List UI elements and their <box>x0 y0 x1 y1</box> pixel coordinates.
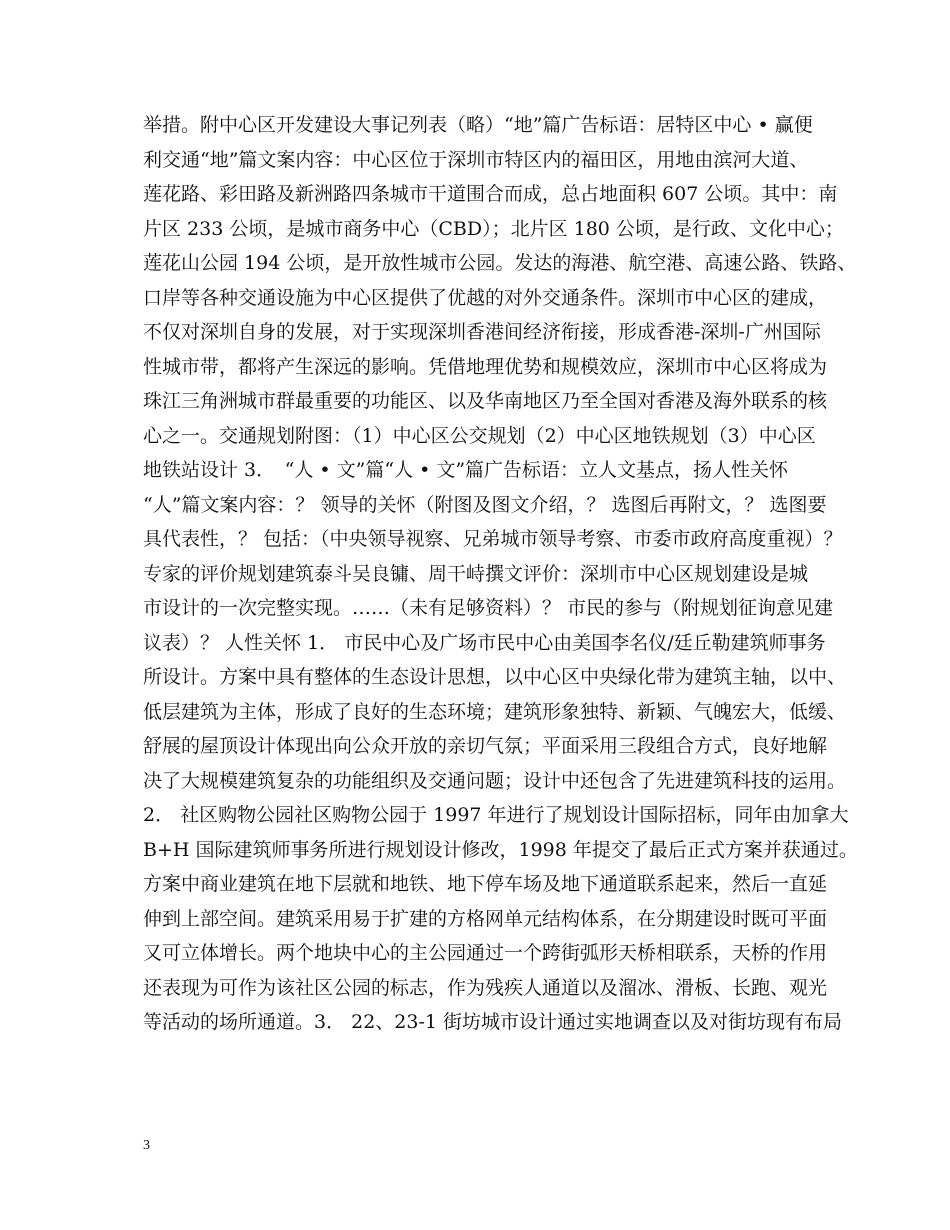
text-line: 片区 233 公顷，是城市商务中心（CBD）；北片区 180 公顷，是行政、文化中心； <box>143 217 844 240</box>
text-line: 口岸等各种交通设施为中心区提供了优越的对外交通条件。深圳市中心区的建成， <box>143 286 828 309</box>
text-line: 又可立体增长。两个地块中心的主公园通过一个跨街弧形天桥相联系，天桥的作用 <box>143 942 828 964</box>
page-number: 3 <box>143 1138 150 1153</box>
text-line: 决了大规模建筑复杂的功能组织及交通问题；设计中还包含了先进建筑科技的运用。 <box>143 769 847 792</box>
text-line: 方案中商业建筑在地下层就和地铁、地下停车场及地下通道联系起来，然后一直延 <box>143 873 828 895</box>
text-line: 等活动的场所通道。3． 22、23-1 街坊城市设计通过实地调查以及对街坊现有布局 <box>143 1011 843 1033</box>
text-line: 所设计。方案中具有整体的生态设计思想，以中心区中央绿化带为建筑主轴，以中、 <box>143 666 847 688</box>
body-text <box>143 108 858 1040</box>
text-line: 伸到上部空间。建筑采用易于扩建的方格网单元结构体系，在分期建设时既可平面 <box>143 907 828 930</box>
text-line: 地铁站设计 3． “人 • 文”篇“人 • 文”篇广告标语：立人文基点，扬人性关怀 <box>143 459 789 481</box>
text-line: 议表）？ 人性关怀 1． 市民中心及广场市民中心由美国李名仪/廷丘勒建筑师事务 <box>143 631 826 654</box>
text-line: 具代表性，？ 包括：（中央领导视察、兄弟城市领导考察、市委市政府高度重视）？ <box>143 528 843 550</box>
text-line: B+H 国际建筑师事务所进行规划设计修改，1998 年提交了最后正式方案并获通过。 <box>143 838 858 861</box>
text-line: 2． 社区购物公园社区购物公园于 1997 年进行了规划设计国际招标，同年由加拿大 <box>143 804 849 826</box>
text-line: 不仅对深圳自身的发展，对于实现深圳香港间经济衔接，形成香港-深圳-广州国际 <box>143 321 821 343</box>
text-line: 心之一。交通规划附图：（1）中心区公交规划（2）中心区地铁规划（3）中心区 <box>143 424 816 447</box>
text-line: 利交通“地”篇文案内容：中心区位于深圳市特区内的福田区，用地由滨河大道、 <box>143 148 809 171</box>
text-line: 舒展的屋顶设计体现出向公众开放的亲切气氛；平面采用三段组合方式，良好地解 <box>143 735 828 757</box>
text-line: 市设计的一次完整实现。……（未有足够资料）？ 市民的参与（附规划征询意见建 <box>143 597 834 619</box>
text-line: 莲花山公园 194 公顷，是开放性城市公园。发达的海港、航空港、高速公路、铁路、 <box>143 252 857 274</box>
text-line: 低层建筑为主体，形成了良好的生态环境；建筑形象独特、新颖、气魄宏大，低缓、 <box>143 700 847 723</box>
text-line: 举措。附中心区开发建设大事记列表（略）“地”篇广告标语：居特区中心 • 赢便 <box>143 114 813 136</box>
text-line: 性城市带，都将产生深远的影响。凭借地理优势和规模效应，深圳市中心区将成为 <box>143 355 828 378</box>
text-line: 还表现为可作为该社区公园的标志，作为残疾人通道以及溜冰、滑板、长跑、观光 <box>143 976 828 999</box>
text-line: “人”篇文案内容：？ 领导的关怀（附图及图文介绍，？ 选图后再附文，？ 选图要 <box>143 493 827 516</box>
text-line: 莲花路、彩田路及新洲路四条城市干道围合而成，总占地面积 607 公顷。其中：南 <box>143 183 838 205</box>
text-line: 珠江三角洲城市群最重要的功能区、以及华南地区乃至全国对香港及海外联系的核 <box>143 390 828 412</box>
text-line: 专家的评价规划建筑泰斗吴良镛、周干峙撰文评价：深圳市中心区规划建设是城 <box>143 562 809 585</box>
